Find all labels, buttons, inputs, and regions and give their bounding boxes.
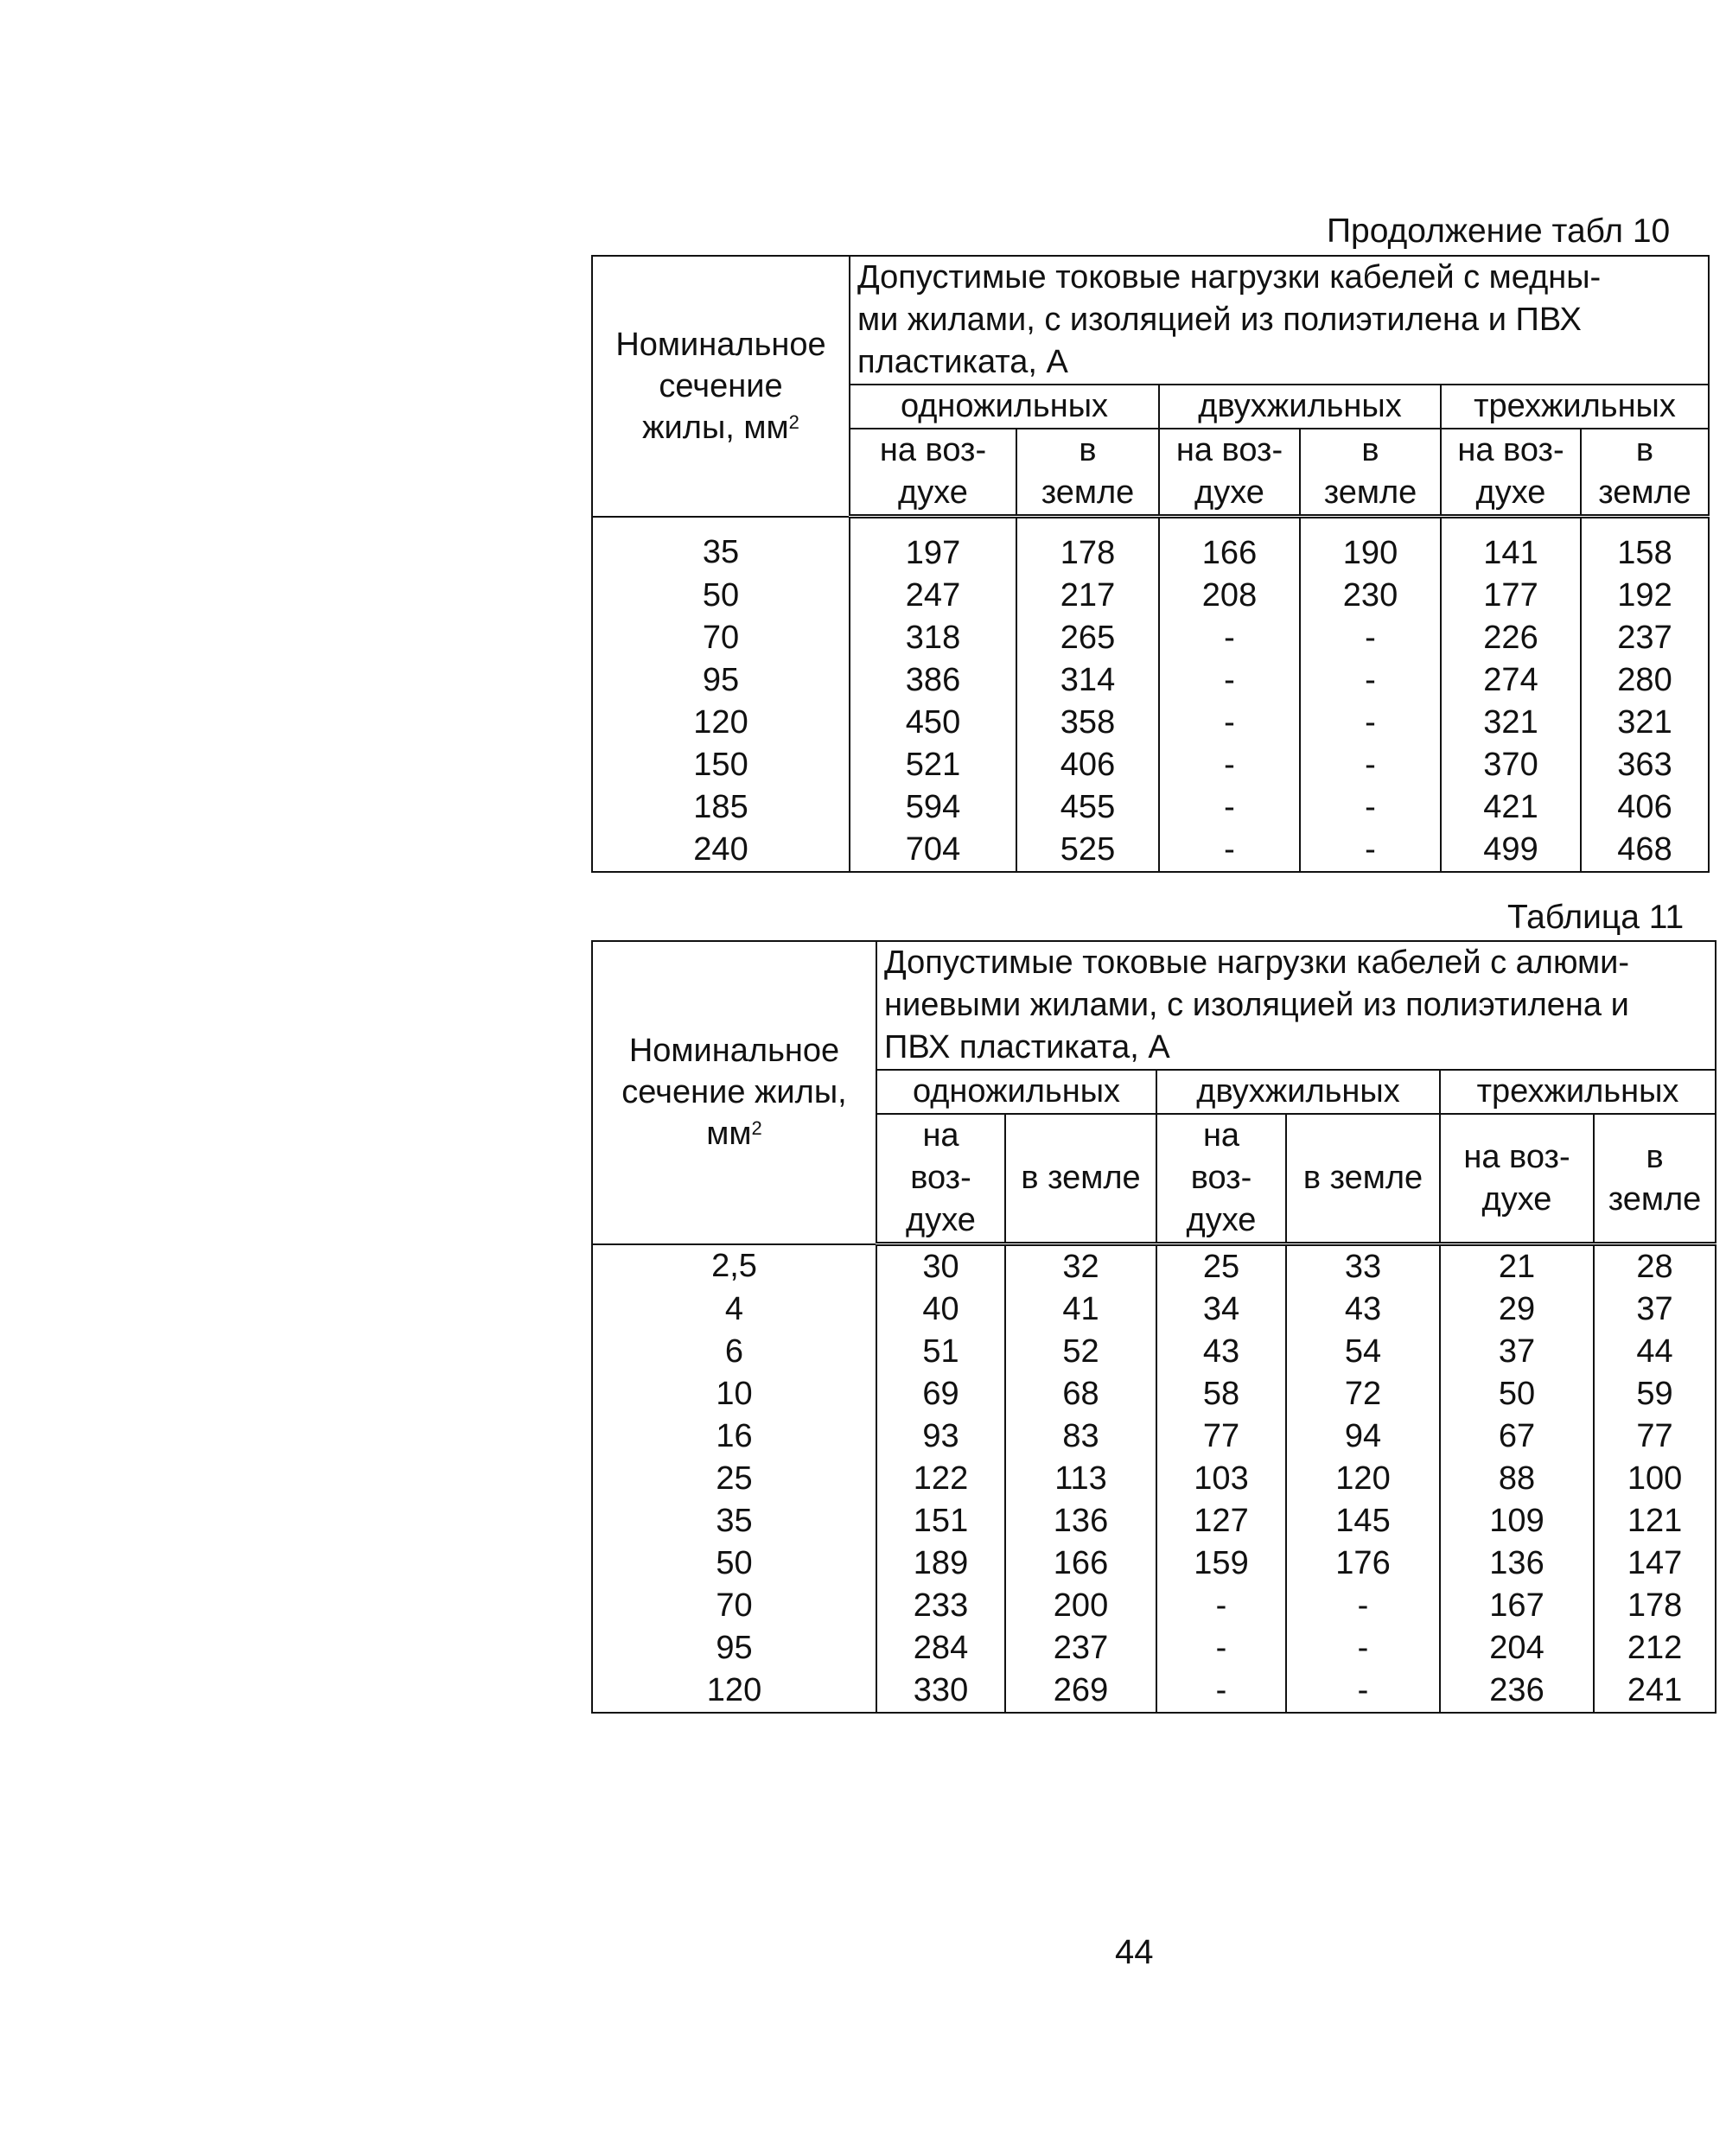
table11-subheader-3: в земле — [1286, 1114, 1440, 1244]
current-load-cell: 363 — [1581, 744, 1709, 786]
current-load-cell: 44 — [1594, 1331, 1716, 1373]
table10 — [591, 255, 1710, 873]
current-load-cell: 43 — [1156, 1331, 1286, 1373]
current-load-cell: 321 — [1581, 702, 1709, 744]
table11-group-two: двухжильных — [1156, 1070, 1440, 1114]
current-load-cell: 468 — [1581, 829, 1709, 872]
table-row — [592, 786, 1709, 829]
current-load-cell: 147 — [1594, 1542, 1716, 1585]
current-load-cell: 318 — [850, 617, 1016, 659]
current-load-cell: 50 — [1440, 1373, 1594, 1415]
table-row — [592, 1415, 1716, 1458]
current-load-cell: 30 — [876, 1244, 1005, 1289]
current-load-cell: 122 — [876, 1458, 1005, 1500]
current-load-cell: 32 — [1005, 1244, 1156, 1289]
current-load-cell: 192 — [1581, 575, 1709, 617]
current-load-cell: 167 — [1440, 1585, 1594, 1627]
table-row — [592, 517, 1709, 576]
current-load-cell: - — [1286, 1585, 1440, 1627]
current-load-cell: 386 — [850, 659, 1016, 702]
current-load-cell: 141 — [1441, 517, 1581, 576]
current-load-cell: 421 — [1441, 786, 1581, 829]
table-row — [592, 1585, 1716, 1627]
cross-section-cell: 70 — [592, 617, 850, 659]
current-load-cell: - — [1159, 702, 1300, 744]
current-load-cell: 178 — [1016, 517, 1159, 576]
table11-subheader-0: на воз- духе — [876, 1114, 1005, 1244]
current-load-cell: 178 — [1594, 1585, 1716, 1627]
current-load-cell: 136 — [1440, 1542, 1594, 1585]
current-load-cell: 190 — [1300, 517, 1441, 576]
current-load-cell: 159 — [1156, 1542, 1286, 1585]
cross-section-cell: 185 — [592, 786, 850, 829]
current-load-cell: 177 — [1441, 575, 1581, 617]
table-row — [592, 744, 1709, 786]
cross-section-cell: 25 — [592, 1458, 876, 1500]
current-load-cell: 52 — [1005, 1331, 1156, 1373]
table-row — [592, 1458, 1716, 1500]
current-load-cell: 94 — [1286, 1415, 1440, 1458]
current-load-cell: 314 — [1016, 659, 1159, 702]
cross-section-cell: 95 — [592, 659, 850, 702]
current-load-cell: 166 — [1159, 517, 1300, 576]
cross-section-cell: 10 — [592, 1373, 876, 1415]
table11-caption: Таблица 11 — [1507, 899, 1685, 936]
current-load-cell: 151 — [876, 1500, 1005, 1542]
current-load-cell: 455 — [1016, 786, 1159, 829]
current-load-cell: 21 — [1440, 1244, 1594, 1289]
current-load-cell: 83 — [1005, 1415, 1156, 1458]
current-load-cell: 189 — [876, 1542, 1005, 1585]
current-load-cell: 121 — [1594, 1500, 1716, 1542]
table11-main-header: Допустимые токовые нагрузки кабелей с алюми- ниевыми жилами, с изоляцией из полиэтилена и ПВХ пластиката, А — [876, 941, 1716, 1070]
current-load-cell: 241 — [1594, 1669, 1716, 1713]
table11-subheader-5: в земле — [1594, 1114, 1716, 1244]
cross-section-cell: 2,5 — [592, 1244, 876, 1289]
current-load-cell: 37 — [1594, 1288, 1716, 1331]
current-load-cell: 226 — [1441, 617, 1581, 659]
current-load-cell: 145 — [1286, 1500, 1440, 1542]
table10-group-two: двухжильных — [1159, 385, 1441, 429]
current-load-cell: 68 — [1005, 1373, 1156, 1415]
table11-stub-header: Номинальное сечение жилы, $мм^2$ — [592, 941, 876, 1244]
current-load-cell: 72 — [1286, 1373, 1440, 1415]
current-load-cell: - — [1300, 702, 1441, 744]
table11-subheader-4: на воз- духе — [1440, 1114, 1594, 1244]
cross-section-cell: 50 — [592, 1542, 876, 1585]
cross-section-cell: 120 — [592, 1669, 876, 1713]
cross-section-cell: 6 — [592, 1331, 876, 1373]
table-row — [592, 617, 1709, 659]
current-load-cell: 59 — [1594, 1373, 1716, 1415]
current-load-cell: 237 — [1005, 1627, 1156, 1669]
current-load-cell: 217 — [1016, 575, 1159, 617]
current-load-cell: 233 — [876, 1585, 1005, 1627]
current-load-cell: 127 — [1156, 1500, 1286, 1542]
current-load-cell: - — [1300, 659, 1441, 702]
table-row — [592, 1500, 1716, 1542]
current-load-cell: 280 — [1581, 659, 1709, 702]
cross-section-cell: 95 — [592, 1627, 876, 1669]
cross-section-cell: 70 — [592, 1585, 876, 1627]
cross-section-cell: 50 — [592, 575, 850, 617]
current-load-cell: - — [1300, 744, 1441, 786]
current-load-cell: 358 — [1016, 702, 1159, 744]
current-load-cell: 33 — [1286, 1244, 1440, 1289]
current-load-cell: 51 — [876, 1331, 1005, 1373]
current-load-cell: 176 — [1286, 1542, 1440, 1585]
current-load-cell: - — [1286, 1669, 1440, 1713]
current-load-cell: 136 — [1005, 1500, 1156, 1542]
current-load-cell: - — [1300, 829, 1441, 872]
current-load-cell: 230 — [1300, 575, 1441, 617]
cross-section-cell: 35 — [592, 1500, 876, 1542]
current-load-cell: - — [1156, 1627, 1286, 1669]
current-load-cell: 284 — [876, 1627, 1005, 1669]
page-number: 44 — [1115, 1933, 1154, 1971]
current-load-cell: 77 — [1156, 1415, 1286, 1458]
current-load-cell: 525 — [1016, 829, 1159, 872]
current-load-cell: 158 — [1581, 517, 1709, 576]
current-load-cell: 69 — [876, 1373, 1005, 1415]
current-load-cell: 37 — [1440, 1331, 1594, 1373]
table11 — [591, 940, 1716, 1714]
current-load-cell: - — [1156, 1585, 1286, 1627]
cross-section-cell: 120 — [592, 702, 850, 744]
table-row — [592, 1542, 1716, 1585]
current-load-cell: - — [1300, 786, 1441, 829]
current-load-cell: 77 — [1594, 1415, 1716, 1458]
current-load-cell: 43 — [1286, 1288, 1440, 1331]
table-row — [592, 829, 1709, 872]
table11-group-three: трехжильных — [1440, 1070, 1716, 1114]
table10-subheader-4: на воз- духе — [1441, 429, 1581, 517]
current-load-cell: 274 — [1441, 659, 1581, 702]
current-load-cell: - — [1159, 829, 1300, 872]
current-load-cell: 521 — [850, 744, 1016, 786]
current-load-cell: - — [1300, 617, 1441, 659]
cross-section-cell: 4 — [592, 1288, 876, 1331]
table10-subheader-3: в земле — [1300, 429, 1441, 517]
current-load-cell: 269 — [1005, 1669, 1156, 1713]
current-load-cell: 25 — [1156, 1244, 1286, 1289]
current-load-cell: 321 — [1441, 702, 1581, 744]
current-load-cell: - — [1156, 1669, 1286, 1713]
current-load-cell: - — [1159, 744, 1300, 786]
current-load-cell: 40 — [876, 1288, 1005, 1331]
current-load-cell: 109 — [1440, 1500, 1594, 1542]
current-load-cell: 166 — [1005, 1542, 1156, 1585]
current-load-cell: 100 — [1594, 1458, 1716, 1500]
current-load-cell: 208 — [1159, 575, 1300, 617]
table-row — [592, 702, 1709, 744]
table-row — [592, 1373, 1716, 1415]
current-load-cell: 236 — [1440, 1669, 1594, 1713]
table-row — [592, 659, 1709, 702]
current-load-cell: 265 — [1016, 617, 1159, 659]
table11-group-single: одножильных — [876, 1070, 1156, 1114]
table-row — [592, 1244, 1716, 1289]
current-load-cell: 67 — [1440, 1415, 1594, 1458]
cross-section-cell: 150 — [592, 744, 850, 786]
current-load-cell: - — [1159, 617, 1300, 659]
cross-section-cell: 35 — [592, 517, 850, 576]
table10-group-three: трехжильных — [1441, 385, 1709, 429]
current-load-cell: 113 — [1005, 1458, 1156, 1500]
current-load-cell: 212 — [1594, 1627, 1716, 1669]
current-load-cell: 704 — [850, 829, 1016, 872]
current-load-cell: 120 — [1286, 1458, 1440, 1500]
table-row — [592, 575, 1709, 617]
current-load-cell: 406 — [1016, 744, 1159, 786]
table10-main-header: Допустимые токовые нагрузки кабелей с медны- ми жилами, с изоляцией из полиэтилена и ПВХ пластиката, А — [850, 256, 1709, 385]
table-row — [592, 1669, 1716, 1713]
current-load-cell: 247 — [850, 575, 1016, 617]
table11-subheader-2: на воз- духе — [1156, 1114, 1286, 1244]
current-load-cell: 197 — [850, 517, 1016, 576]
current-load-cell: - — [1159, 786, 1300, 829]
table10-subheader-2: на воз- духе — [1159, 429, 1300, 517]
current-load-cell: 594 — [850, 786, 1016, 829]
table10-subheader-5: в земле — [1581, 429, 1709, 517]
current-load-cell: 41 — [1005, 1288, 1156, 1331]
table11-subheader-1: в земле — [1005, 1114, 1156, 1244]
table-row — [592, 1288, 1716, 1331]
table10-group-single: одножильных — [850, 385, 1159, 429]
cross-section-cell: 240 — [592, 829, 850, 872]
current-load-cell: 54 — [1286, 1331, 1440, 1373]
current-load-cell: 93 — [876, 1415, 1005, 1458]
current-load-cell: 28 — [1594, 1244, 1716, 1289]
current-load-cell: 34 — [1156, 1288, 1286, 1331]
current-load-cell: 406 — [1581, 786, 1709, 829]
table-row — [592, 1331, 1716, 1373]
current-load-cell: 58 — [1156, 1373, 1286, 1415]
current-load-cell: 200 — [1005, 1585, 1156, 1627]
current-load-cell: 330 — [876, 1669, 1005, 1713]
cross-section-cell: 16 — [592, 1415, 876, 1458]
current-load-cell: 88 — [1440, 1458, 1594, 1500]
table10-subheader-1: в земле — [1016, 429, 1159, 517]
current-load-cell: 204 — [1440, 1627, 1594, 1669]
current-load-cell: 499 — [1441, 829, 1581, 872]
current-load-cell: 29 — [1440, 1288, 1594, 1331]
table10-subheader-0: на воз- духе — [850, 429, 1016, 517]
current-load-cell: 370 — [1441, 744, 1581, 786]
current-load-cell: 103 — [1156, 1458, 1286, 1500]
table-row — [592, 1627, 1716, 1669]
current-load-cell: 237 — [1581, 617, 1709, 659]
table10-caption: Продолжение табл 10 — [1327, 213, 1671, 250]
current-load-cell: - — [1286, 1627, 1440, 1669]
current-load-cell: 450 — [850, 702, 1016, 744]
table10-stub-header: Номинальное сечение жилы, $мм^2$ — [592, 256, 850, 517]
current-load-cell: - — [1159, 659, 1300, 702]
